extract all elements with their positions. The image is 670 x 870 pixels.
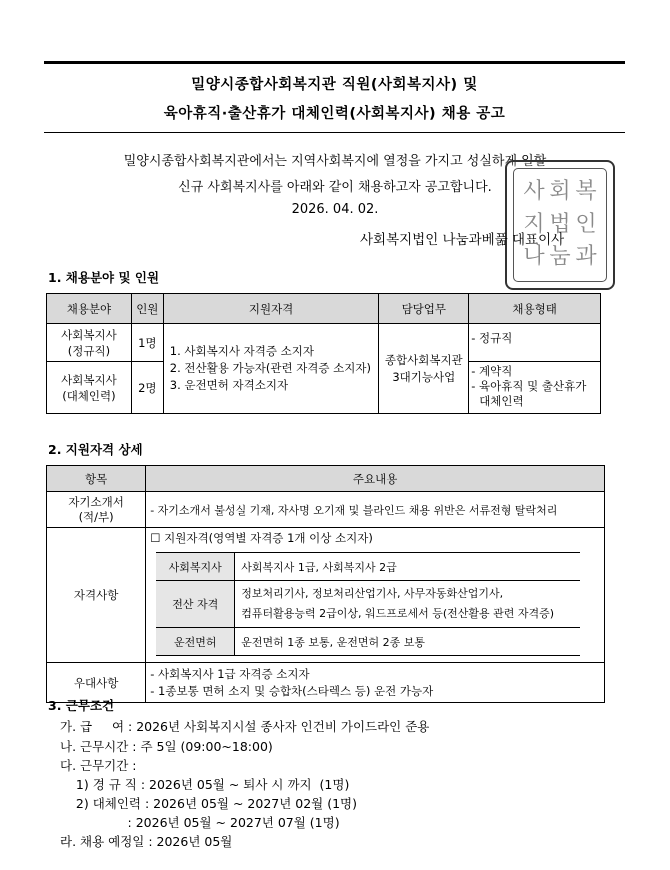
qual-inner-table (156, 552, 580, 656)
header-field: 채용분야 (47, 294, 132, 324)
pref-label: 우대사항 (47, 663, 146, 703)
qual-value-line: 정보처리기사, 정보처리산업기사, 사무자동화산업기사, (241, 587, 504, 600)
qual-row (156, 628, 580, 656)
self-intro-label: 자기소개서 (68, 494, 124, 509)
seal-char: 인 (575, 211, 597, 237)
pref-content (146, 663, 605, 703)
qualification-item: 1. 사회복지사 자격증 소지자 (169, 344, 314, 358)
form-item: 대체인력 (479, 394, 524, 408)
qual-key: 운전면허 (156, 628, 235, 656)
condition-line: : 2026년 05월 ~ 2027년 07월 (1명) (60, 815, 340, 830)
table-row (47, 528, 605, 663)
qual-label: 자격사항 (47, 528, 146, 663)
representative: 사회복지법인 나눔과베풂 대표이사 (360, 232, 565, 248)
title-line-1: 밀양시종합사회복지관 직원(사회복지사) 및 (191, 77, 478, 93)
form-cell (469, 324, 601, 362)
self-intro-label-cell (47, 492, 146, 528)
intro-line-2: 신규 사회복지사를 아래와 같이 채용하고자 공고합니다. (178, 180, 492, 195)
qual-row (156, 553, 580, 581)
header-duty: 담당업무 (379, 294, 469, 324)
seal-characters (521, 176, 599, 274)
qual-content (146, 528, 605, 663)
field-name: 사회복지사 (61, 372, 117, 387)
qual-value: 운전면허 1종 보통, 운전면허 2종 보통 (235, 628, 581, 656)
qualification-item: 2. 전산활용 가능자(관련 자격증 소지자) (169, 361, 371, 375)
seal-char: 눔 (549, 244, 571, 270)
seal-char: 회 (549, 179, 571, 204)
count-cell: 1명 (131, 324, 163, 362)
table-header-row (47, 294, 601, 324)
header-content: 주요내용 (146, 466, 605, 492)
header-count: 인원 (131, 294, 163, 324)
qualification-item: 3. 운전면허 자격소지자 (169, 378, 289, 392)
field-cell (47, 324, 132, 362)
field-sub: (정규직) (67, 343, 111, 358)
qual-key: 사회복지사 (156, 553, 235, 581)
intro-line-1: 밀양시종합사회복지관에서는 지역사회복지에 열정을 가지고 성실하게 일할 (123, 154, 547, 169)
seal-char: 법 (549, 211, 571, 237)
qualification-cell (163, 324, 379, 414)
condition-line: 2) 대체인력 : 2026년 05월 ~ 2027년 02월 (1명) (60, 796, 358, 811)
count-cell: 2명 (131, 362, 163, 414)
pref-item: - 사회복지사 1급 자격증 소지자 (150, 666, 310, 681)
seal-char: 사 (523, 179, 545, 204)
qual-checkbox-line: ☐ 지원자격(영역별 자격증 1개 이상 소지자) (150, 531, 373, 545)
form-item: - 정규직 (471, 331, 513, 345)
qualification-detail-table (46, 465, 605, 703)
pref-item: - 1종보통 면허 소지 및 승합차(스타렉스 등) 운전 가능자 (150, 683, 434, 698)
table-row (47, 492, 605, 528)
title-line-2: 육아휴직·출산휴가 대체인력(사회복지사) 채용 공고 (163, 106, 506, 122)
section3-heading: 3. 근무조건 (48, 698, 115, 713)
form-item: - 계약직 (471, 364, 513, 378)
field-cell (47, 362, 132, 414)
condition-line: 다. 근무기간 : (60, 758, 137, 773)
title-box (44, 61, 625, 133)
qual-row (156, 581, 580, 628)
seal-char: 복 (575, 179, 597, 204)
condition-line: 나. 근무시간 : 주 5일 (09:00~18:00) (60, 739, 273, 754)
header-form: 채용형태 (469, 294, 601, 324)
condition-line: 가. 급 여 : 2026년 사회복지시설 종사자 인건비 가이드라인 준용 (60, 719, 430, 734)
header-item: 항목 (47, 466, 146, 492)
qual-key: 전산 자격 (156, 581, 235, 628)
condition-line: 1) 경 규 직 : 2026년 05월 ~ 퇴사 시 까지 (1명) (60, 777, 350, 792)
table-row (47, 663, 605, 703)
duty-line: 3대기능사업 (392, 369, 456, 384)
duty-cell (379, 324, 469, 414)
form-item: - 육아휴직 및 출산휴가 (471, 379, 587, 393)
intro-date: 2026. 04. 02. (291, 202, 379, 217)
section1-heading: 1. 채용분야 및 인원 (48, 270, 160, 285)
table-header-row (47, 466, 605, 492)
section2-heading: 2. 지원자격 상세 (48, 442, 143, 457)
recruitment-table (46, 293, 601, 414)
condition-line: 라. 채용 예정일 : 2026년 05월 (60, 834, 233, 849)
self-intro-sub: (적/부) (78, 509, 114, 524)
field-sub: (대체인력) (62, 388, 116, 403)
qual-value: 사회복지사 1급, 사회복지사 2급 (235, 553, 581, 581)
header-qualification: 지원자격 (163, 294, 379, 324)
qual-value-line: 컴퓨터활용능력 2급이상, 워드프로세서 등(전산활용 관련 자격증) (241, 607, 555, 620)
self-intro-content: - 자기소개서 불성실 기재, 자사명 오기재 및 블라인드 채용 위반은 서류전형 탈락처리 (146, 492, 605, 528)
duty-line: 종합사회복지관 (384, 352, 463, 367)
form-cell (469, 362, 601, 414)
qual-value (235, 581, 581, 628)
table-row (47, 324, 601, 362)
seal-char: 과 (575, 244, 597, 270)
seal-char: 나 (523, 244, 545, 270)
field-name: 사회복지사 (61, 327, 117, 342)
seal-char: 지 (523, 211, 545, 237)
official-seal (505, 160, 615, 290)
